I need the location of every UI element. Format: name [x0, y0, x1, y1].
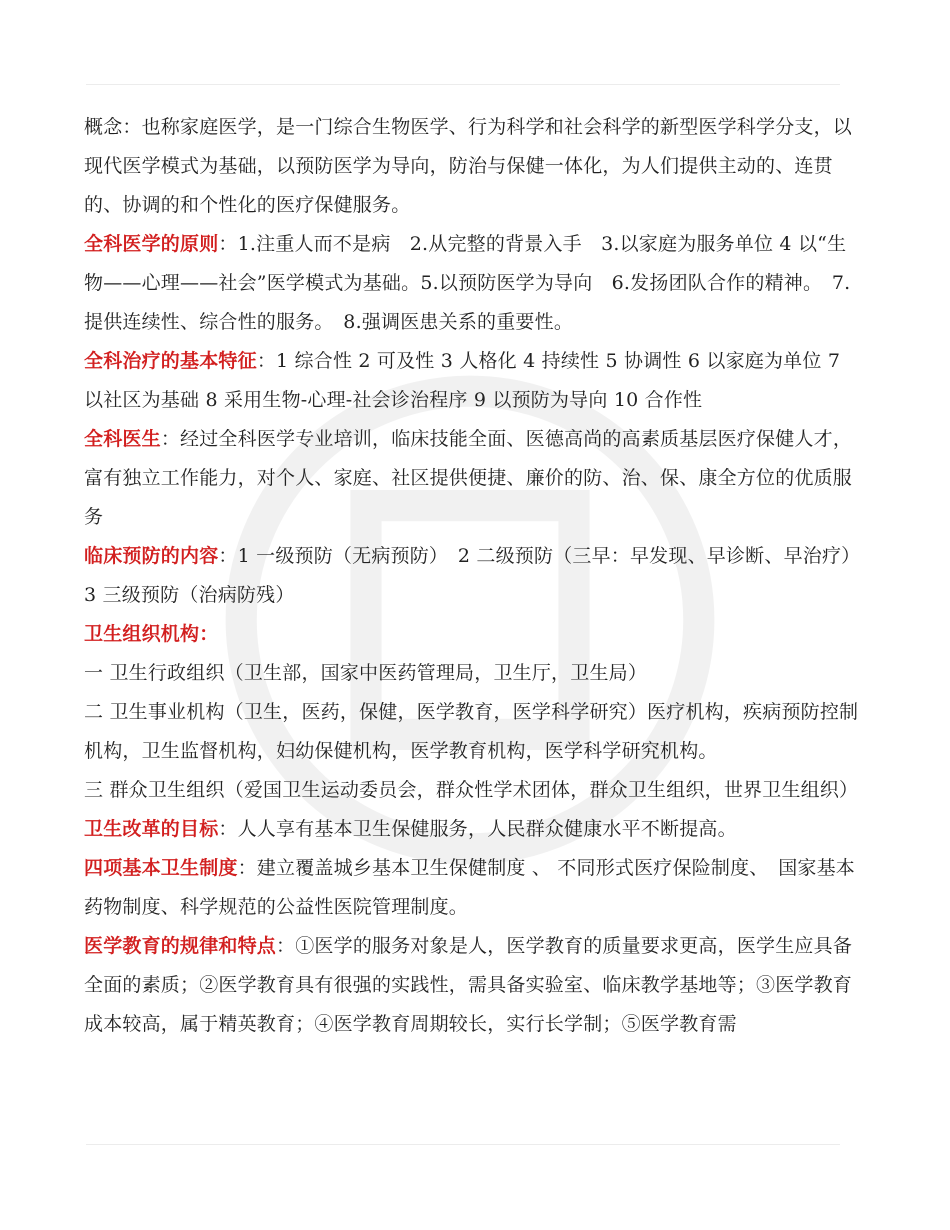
organizations-item-text: 二 卫生事业机构（卫生，医药，保健，医学教育，医学科学研究）医疗机构，疾病预防控制机构，卫生监督机构，妇幼保健机构，医学教育机构，医学科学研究机构。 [84, 701, 859, 762]
organizations-term: 卫生组织机构 [84, 623, 200, 645]
organizations-item [84, 654, 864, 693]
systems-term: 四项基本卫生制度 [84, 857, 238, 879]
principles-term: 全科医学的原则 [84, 233, 219, 255]
document-body [84, 108, 871, 1044]
features-term: 全科治疗的基本特征 [84, 350, 257, 372]
organizations-item [84, 693, 864, 771]
doctor-term: 全科医生 [84, 428, 161, 450]
top-divider [86, 84, 840, 85]
doctor-paragraph [84, 420, 864, 537]
reform-paragraph [84, 810, 864, 849]
principles-text: ：1.注重人而不是病 2.从完整的背景入手 3.以家庭为服务单位 4 以“生物——心理——社会”医学模式为基础。5.以预防医学为导向 6.发扬团队合作的精神。 7.提供连续性、综合性的服务。 8.强调医患关系的重要性。 [84, 233, 851, 333]
education-term: 医学教育的规律和特点 [84, 935, 277, 957]
education-paragraph [84, 927, 864, 1044]
reform-text: ：人人享有基本卫生保健服务，人民群众健康水平不断提高。 [218, 818, 737, 840]
features-paragraph [84, 342, 864, 420]
prevention-text: ：1 一级预防（无病预防） 2 二级预防（三早：早发现、早诊断、早治疗） 3 三级预防（治病防残） [84, 545, 871, 606]
systems-text: ：建立覆盖城乡基本卫生保健制度 、 不同形式医疗保险制度、 国家基本药物制度、科学规范的公益性医院管理制度。 [84, 857, 855, 918]
doctor-text: ：经过全科医学专业培训，临床技能全面、医德高尚的高素质基层医疗保健人才，富有独立工作能力，对个人、家庭、社区提供便捷、廉价的防、治、保、康全方位的优质服务 [84, 428, 853, 528]
prevention-term: 临床预防的内容 [84, 545, 219, 567]
organizations-heading [84, 615, 864, 654]
principles-paragraph [84, 225, 864, 342]
prevention-paragraph [84, 537, 871, 615]
education-text: ：①医学的服务对象是人，医学教育的质量要求更高，医学生应具备全面的素质；②医学教育具有很强的实践性，需具备实验室、临床教学基地等；③医学教育成本较高，属于精英教育；④医学教育周期较长，实行长学制；⑤医学教育需 [84, 935, 853, 1035]
organizations-item [84, 771, 864, 810]
concept-text: 概念：也称家庭医学，是一门综合生物医学、行为科学和社会科学的新型医学科学分支，以现代医学模式为基础，以预防医学为导向，防治与保健一体化，为人们提供主动的、连贯的、协调的和个性化的医疗保健服务。 [84, 116, 853, 216]
reform-term: 卫生改革的目标 [84, 818, 219, 840]
organizations-colon: ： [199, 623, 219, 645]
concept-paragraph [84, 108, 864, 225]
organizations-item-text: 一 卫生行政组织（卫生部，国家中医药管理局，卫生厅，卫生局） [84, 662, 648, 684]
features-text: ：1 综合性 2 可及性 3 人格化 4 持续性 5 协调性 6 以家庭为单位 7 以社区为基础 8 采用生物-心理-社会诊治程序 9 以预防为导向 10 合作性 [84, 350, 841, 411]
systems-paragraph [84, 849, 864, 927]
organizations-item-text: 三 群众卫生组织（爱国卫生运动委员会，群众性学术团体，群众卫生组织，世界卫生组织） [84, 779, 859, 801]
bottom-divider [86, 1144, 840, 1145]
